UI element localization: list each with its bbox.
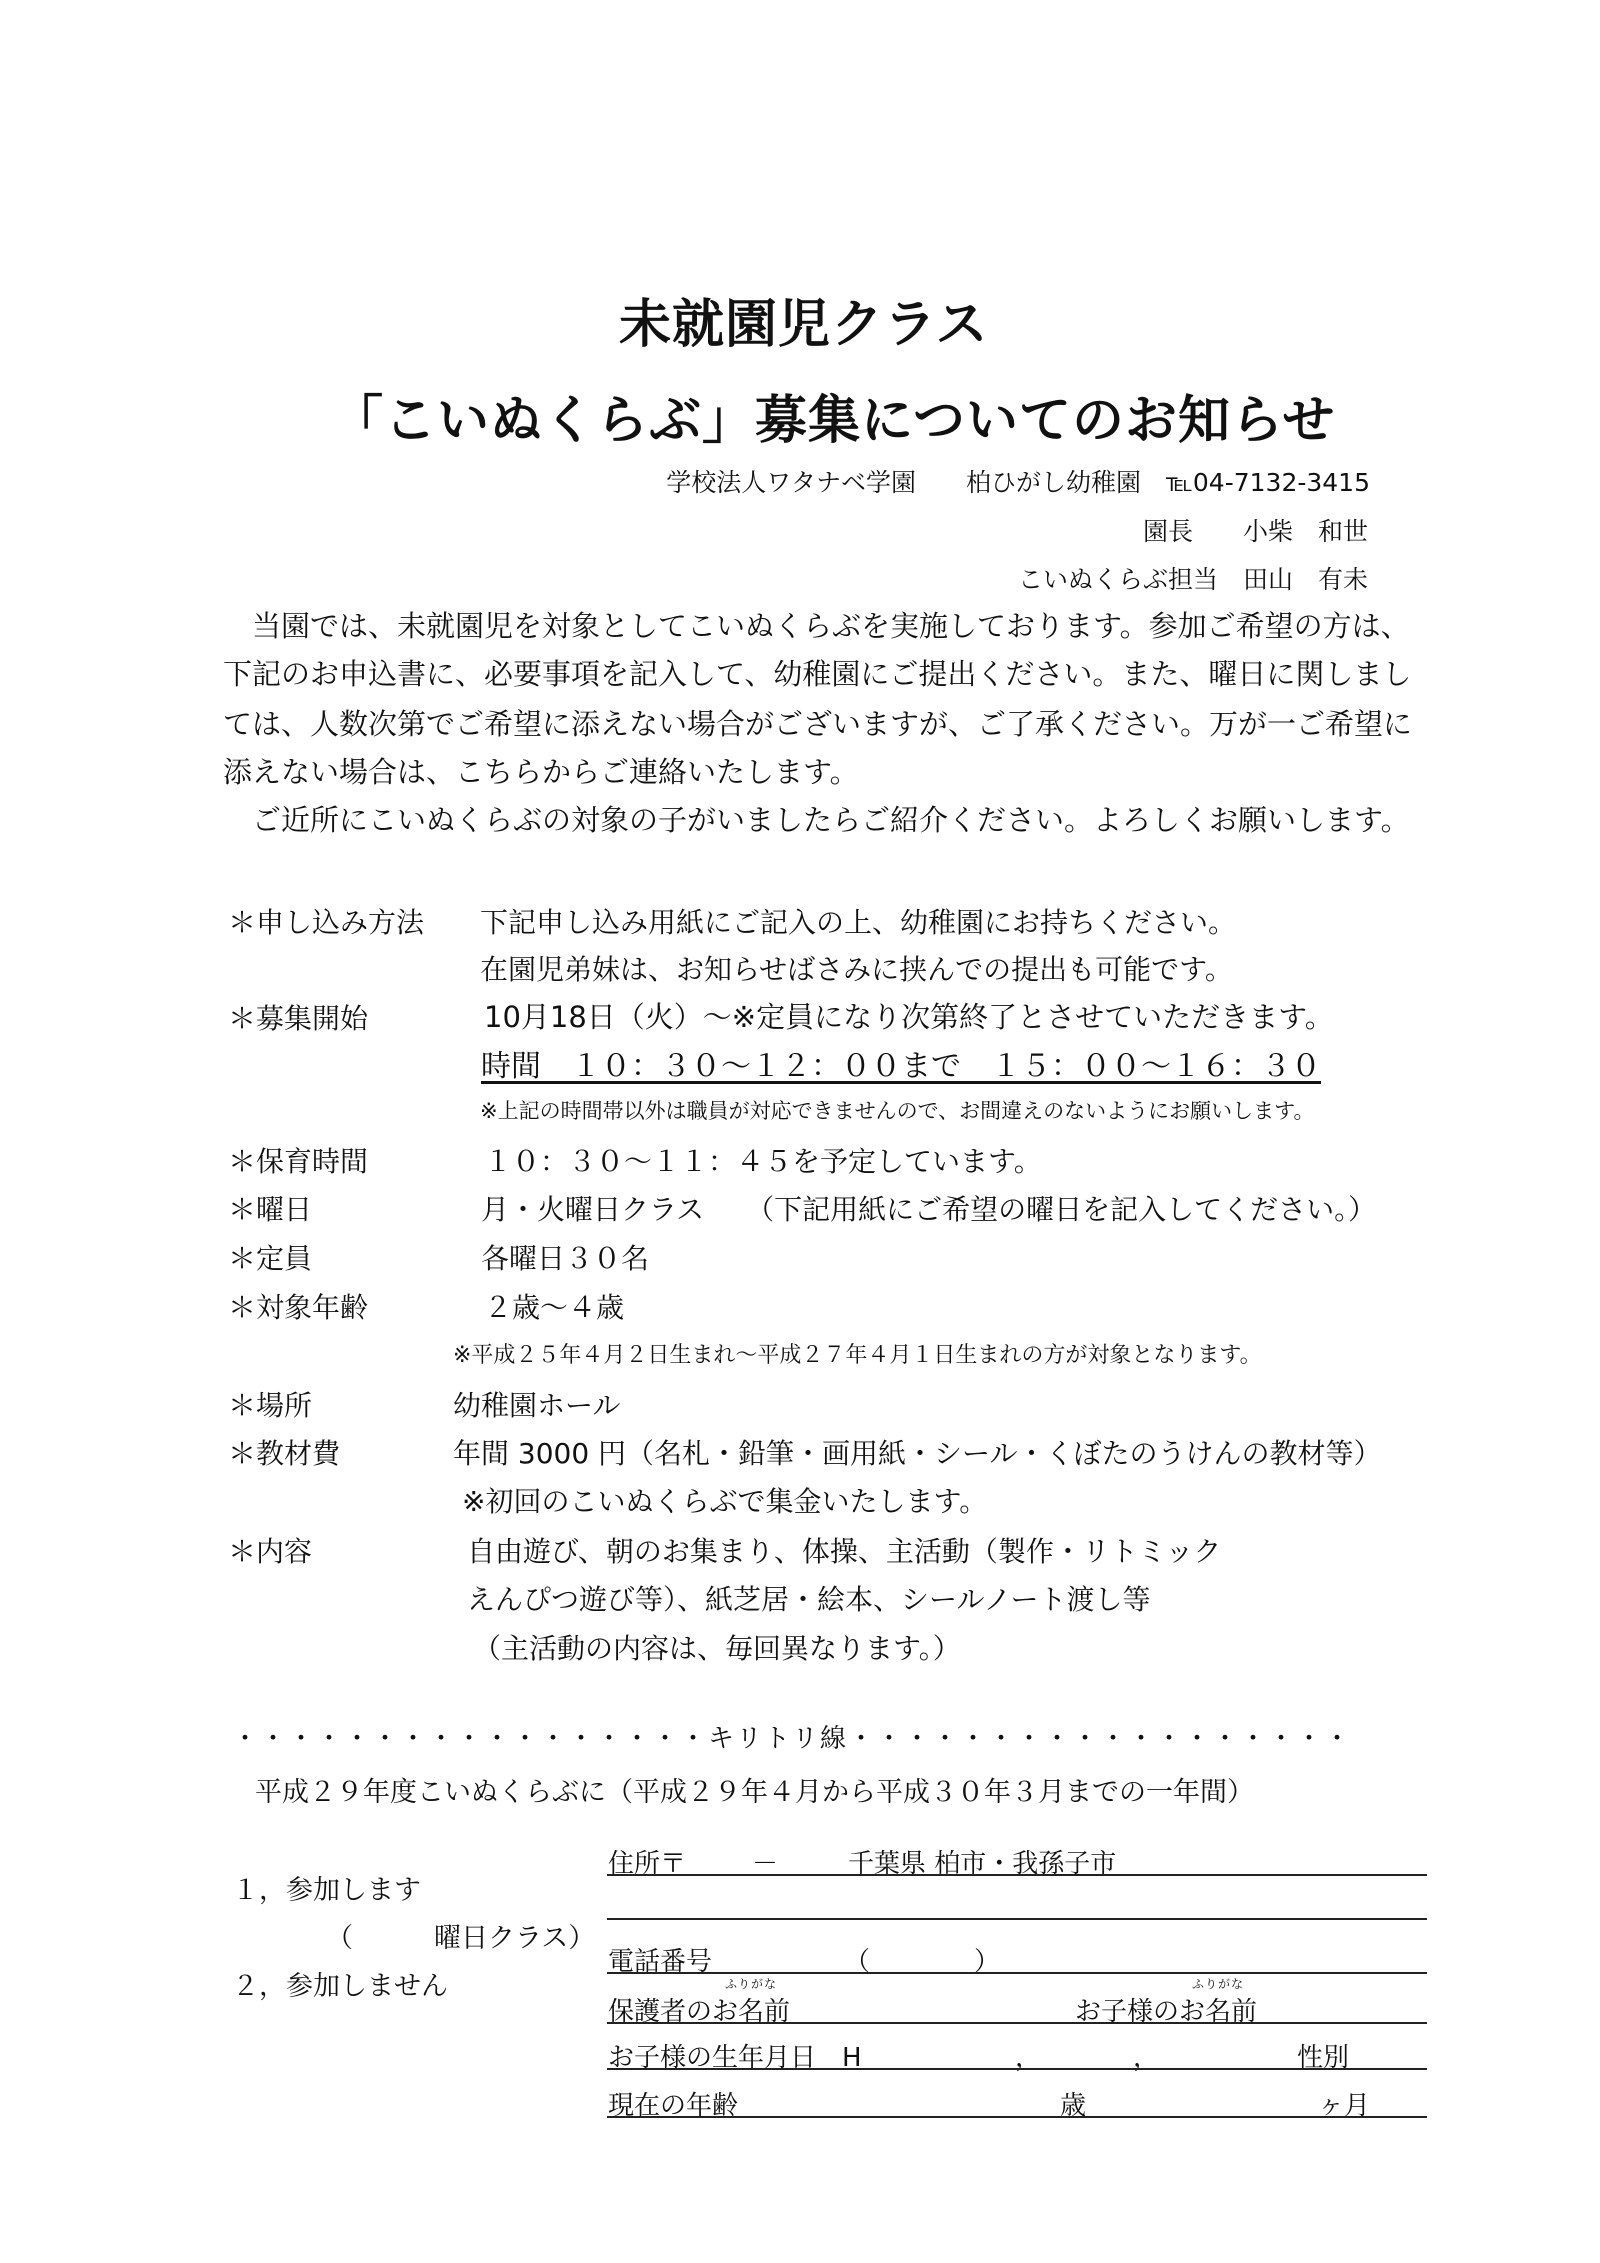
- address-line-2[interactable]: [607, 1918, 1427, 1920]
- birth-label: お子様の生年月日 H: [608, 2043, 862, 2073]
- content-value-3: （主活動の内容は、毎回異なります。）: [473, 1632, 961, 1665]
- cut-line: ・・・・・・・・・・・・・・・・・キリトリ線・・・・・・・・・・・・・・・・・・: [232, 1724, 1353, 1754]
- guardian-name-prefix: 保護者の: [608, 1997, 713, 2027]
- capacity-value: 各曜日３０名: [481, 1242, 650, 1275]
- intro-line-5: ご近所にこいぬくらぶの対象の子がいましたらご紹介ください。よろしくお願いします。: [223, 803, 1410, 837]
- guardian-furigana: ふりがな: [725, 1977, 778, 1991]
- address-dash: －: [752, 1849, 779, 1879]
- phone-line[interactable]: [607, 1972, 1427, 1974]
- form-title: 平成２９年度こいぬくらぶに（平成２９年４月から平成３０年３月までの一年間）: [255, 1777, 1254, 1808]
- content-label: ＊内容: [228, 1535, 313, 1568]
- child-name-prefix: お子様の: [1075, 1997, 1180, 2027]
- start-label: ＊募集開始: [228, 1002, 369, 1035]
- start-value: 10月18日（火）～※定員になり次第終了とさせていただきます。: [484, 1000, 1334, 1034]
- director-line: 園長 小柴 和世: [1142, 517, 1368, 546]
- start-time: 時間 １０：３０～１２：００まで １５：００～１６：３０: [481, 1049, 1321, 1084]
- fee-label: ＊教材費: [228, 1437, 341, 1470]
- age-years-label: 歳: [1060, 2091, 1087, 2121]
- child-furigana: ふりがな: [1192, 1977, 1245, 1991]
- method-value-1: 下記申し込み用紙にご記入の上、幼稚園にお持ちください。: [480, 906, 1237, 939]
- title-line-1: 未就園児クラス: [619, 295, 989, 355]
- child-name-text: お名前: [1179, 1997, 1258, 2027]
- hours-label: ＊保育時間: [228, 1145, 369, 1178]
- birth-comma-2: ，: [1133, 2043, 1160, 2073]
- intro-line-4: 添えない場合は、こちらからご連絡いたします。: [223, 755, 859, 789]
- day-label: ＊曜日: [228, 1193, 313, 1226]
- intro-line-1: 当園では、未就園児を対象としてこいぬくらぶを実施しております。参加ご希望の方は、: [223, 609, 1410, 643]
- intro-line-3: ては、人数次第でご希望に添えない場合がございますが、ご了承ください。万が一ご希望に: [223, 707, 1413, 741]
- place-label: ＊場所: [228, 1389, 313, 1422]
- age-field-label: 現在の年齢: [608, 2091, 739, 2121]
- capacity-label: ＊定員: [228, 1242, 313, 1275]
- phone-paren: （ ）: [844, 1947, 1001, 1977]
- day-value: 月・火曜日クラス （下記用紙にご希望の曜日を記入してください。）: [481, 1193, 1377, 1226]
- phone-label: 電話番号: [608, 1947, 713, 1977]
- staff-line: こいぬくらぶ担当 田山 有未: [1017, 565, 1368, 594]
- birth-line[interactable]: [607, 2068, 1427, 2070]
- start-note: ※上記の時間帯以外は職員が対応できませんので、お間違えのないようにお願いします。: [480, 1099, 1315, 1123]
- title-line-2: 「こいぬくらぶ」募集についてのお知らせ: [331, 391, 1336, 451]
- age-line[interactable]: [607, 2116, 1427, 2118]
- hours-value: １０：３０～１１：４５を予定しています。: [484, 1145, 1042, 1178]
- name-line[interactable]: [607, 2022, 1427, 2024]
- content-value-1: 自由遊び、朝のお集まり、体操、主活動（製作・リトミック: [467, 1535, 1222, 1568]
- method-label: ＊申し込み方法: [228, 906, 425, 939]
- age-months-label: ヶ月: [1318, 2091, 1371, 2121]
- option-attend[interactable]: １，参加します: [232, 1875, 421, 1906]
- intro-line-2: 下記のお申込書に、必要事項を記入して、幼稚園にご提出ください。また、曜日に関しまし: [223, 657, 1412, 691]
- method-value-2: 在園児弟妹は、お知らせばさみに挟んでの提出も可能です。: [480, 953, 1233, 986]
- birth-comma-1: ，: [1015, 2043, 1042, 2073]
- address-label: 住所〒: [608, 1849, 687, 1879]
- guardian-name-text: お名前: [712, 1997, 791, 2027]
- age-note: ※平成２５年４月２日生まれ～平成２７年４月１日生まれの方が対象となります。: [453, 1343, 1262, 1368]
- age-value: ２歳～４歳: [484, 1291, 625, 1324]
- org-line: 学校法人ワタナベ学園 柏ひがし幼稚園 ℡04-7132-3415: [666, 468, 1370, 497]
- fee-value-2: ※初回のこいぬくらぶで集金いたします。: [462, 1485, 988, 1518]
- option-attend-class[interactable]: （ 曜日クラス）: [326, 1923, 596, 1954]
- gender-label: 性別: [1297, 2043, 1350, 2073]
- place-value: 幼稚園ホール: [453, 1389, 621, 1422]
- option-not-attend[interactable]: ２，参加しません: [232, 1971, 448, 2002]
- content-value-2: えんぴつ遊び等）、紙芝居・絵本、シールノート渡し等: [467, 1583, 1151, 1616]
- fee-value-1: 年間 3000 円（名札・鉛筆・画用紙・シール・くぼたのうけんの教材等）: [453, 1437, 1382, 1470]
- age-label: ＊対象年齢: [228, 1291, 369, 1324]
- address-city: 千葉県 柏市・我孫子市: [848, 1849, 1117, 1879]
- address-line[interactable]: [607, 1874, 1427, 1876]
